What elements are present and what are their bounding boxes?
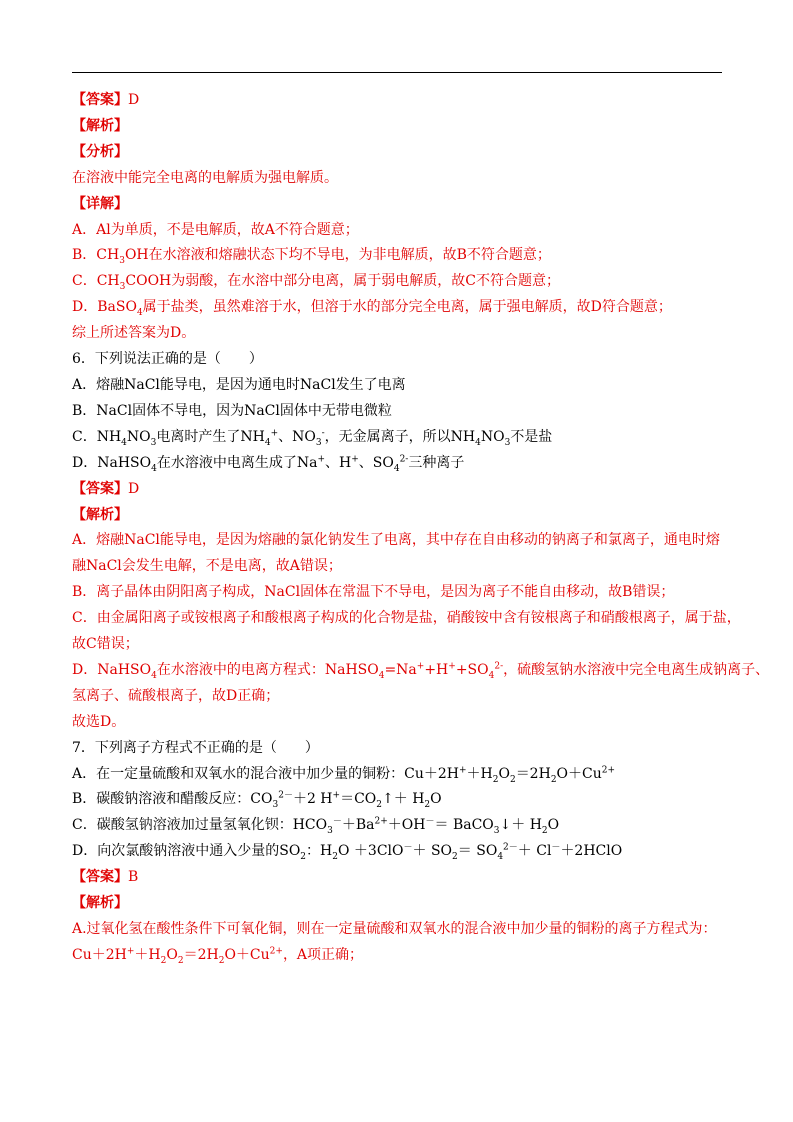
q5-answer-line [72,88,722,114]
answer-tag: 【答案】 [72,92,128,108]
q6-stem: 6．下列说法正确的是（ ） [72,351,263,368]
q5-detail-c: C．$CH_3COOH$为弱酸，在水溶中部分电离，属于弱电解质，故C不符合题意； [72,273,560,293]
q6-conclusion: 故选D。 [72,713,126,730]
q6-exp-c-line1: C．由金属阳离子或铵根离子和酸根离子构成的化合物是盐，硝酸铵中含有铵根离子和硝酸根离子，属于盐， [72,610,741,627]
q6-option-d: D．NaHSO$_4$在水溶液中电离生成了Na+、H+、$SO_4^{2-}$三种离子 [72,454,465,474]
q7-exp-a-line1: A.过氧化氢在酸性条件下可氧化铜，则在一定量硫酸和双氧水的混合液中加少量的铜粉的离子方程式为： [72,921,717,937]
fenxi-tag: 【分析】 [72,143,128,160]
q7-answer-line [72,865,722,891]
q7-exp-a-line2: $Cu+2H^++H_2O_2=2H_2O+Cu^{2+}$，A项正确； [72,946,364,966]
q6-answer-line [72,477,722,503]
q5-detail-d: D．BaSO$_4$属于盐类，虽然难溶于水，但溶于水的部分完全电离，属于强电解质，故D符合题意； [72,299,672,319]
document-body [72,88,770,969]
answer-value: D [128,480,140,497]
q5-fenxi-text: 在溶液中能完全电离的电解质为强电解质。 [72,169,338,186]
q5-analysis-tag-line [72,114,722,140]
q6-exp-d-line1: D．NaHSO$_4$在水溶液中的电离方程式：$NaHSO_4=Na^++H^++SO_4^{2-}$，硫酸氢钠水溶液中完全电离生成钠离子、 [72,661,770,681]
q6-exp-d-line2: 氢离子、硫酸根离子，故D正确； [72,687,280,704]
answer-tag: 【答案】 [72,869,128,886]
q6-exp-c-line2: 故C错误； [72,636,139,653]
q6-option-b: B．NaCl固体不导电，因为NaCl固体中无带电微粒 [72,402,392,419]
analysis-tag: 【解析】 [72,117,128,134]
q6-option-c: C．$NH_4NO_3$电离时产生了$NH_4^+$、$NO_3^-$，无金属离子，所以$NH_4NO_3$不是盐 [72,428,553,448]
detail-tag: 【详解】 [72,195,128,212]
analysis-tag: 【解析】 [72,895,128,912]
q7-analysis-tag-line [72,891,722,917]
answer-value: D [128,92,140,108]
q7-stem: 7．下列离子方程式不正确的是（ ） [72,739,319,756]
q7-option-b: B．碳酸钠溶液和醋酸反应：$CO_3^{2-}+2$ $H^+=CO_2↑+ H_2O$ [72,790,442,811]
analysis-tag: 【解析】 [72,506,128,523]
answer-tag: 【答案】 [72,480,128,497]
q6-exp-a-line2: 融NaCl会发生电解，不是电离，故A错误； [72,558,342,575]
q5-fenxi-tag-line [72,140,722,166]
q5-detail-b: B．$CH_3OH$在水溶液和熔融状态下均不导电，为非电解质，故B不符合题意； [72,247,551,267]
q6-exp-a-line1: A．熔融NaCl能导电，是因为熔融的氯化钠发生了电离，其中存在自由移动的钠离子和氯离子，通电时熔 [72,532,720,549]
answer-value: B [128,869,139,886]
q6-exp-b: B．离子晶体由阴阳离子构成，NaCl固体在常温下不导电，是因为离子不能自由移动，故B错误； [72,584,675,601]
q5-summary: 综上所述答案为D。 [72,325,196,342]
q7-option-c: C．碳酸氢钠溶液加过量氢氧化钡：$HCO_3^-+Ba^{2+}+OH^-=$ BaCO$_3$↓＋ $H_2O$ [72,816,560,837]
header-rule [72,72,722,73]
q7-option-d: D．向次氯酸钠溶液中通入少量的$SO_2$：$H_2O +3ClO^-+ SO_2= SO_4^{2-}+$ Cl－＋2HClO [72,842,623,863]
q6-analysis-tag-line [72,503,722,529]
q5-detail-a: A．Al为单质，不是电解质，故A不符合题意； [72,221,359,238]
q6-option-a: A．熔融NaCl能导电，是因为通电时NaCl发生了电离 [72,376,406,393]
q7-option-a: A．在一定量硫酸和双氧水的混合液中加少量的铜粉：$Cu+2H^++H_2O_2=2H_2O+Cu^{2+}$ [72,764,616,785]
q5-detail-tag-line [72,192,722,218]
